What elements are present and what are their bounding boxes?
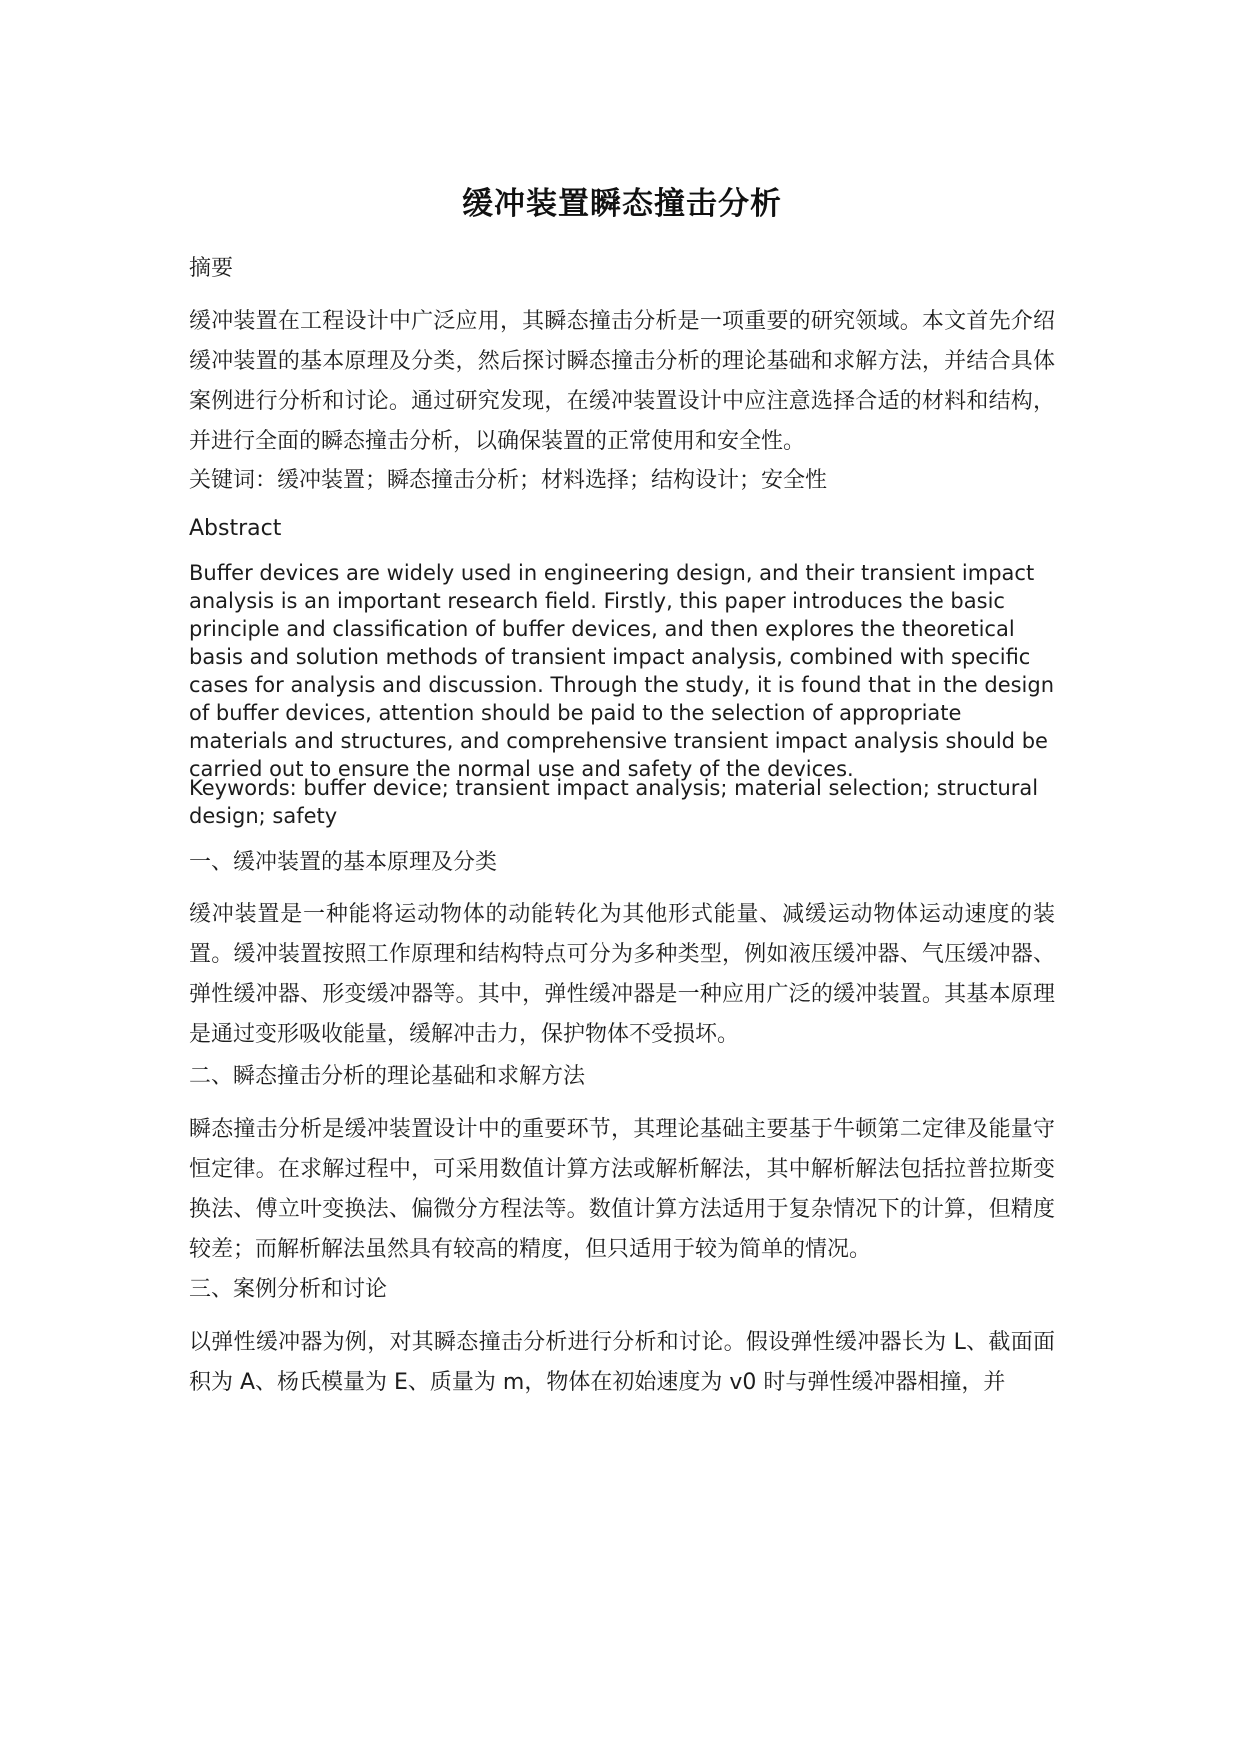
section-heading-1: 一、缓冲装置的基本原理及分类 (189, 850, 498, 875)
section-body-1: 缓冲装置是一种能将运动物体的动能转化为其他形式能量、减缓运动物体运动速度的装置。缓冲装置按照工作原理和结构特点可分为多种类型，例如液压缓冲器、气压缓冲器、弹性缓冲器、形变缓冲器等。其中，弹性缓冲器是一种应用广泛的缓冲装置。其基本原理是通过变形吸收能量，缓解冲击力，保护物体不受损坏。 (189, 902, 1055, 1047)
section-heading-3: 三、案例分析和讨论 (189, 1277, 388, 1302)
abstract-body-zh: 缓冲装置在工程设计中广泛应用，其瞬态撞击分析是一项重要的研究领域。本文首先介绍缓冲装置的基本原理及分类，然后探讨瞬态撞击分析的理论基础和求解方法，并结合具体案例进行分析和讨论。通过研究发现，在缓冲装置设计中应注意选择合适的材料和结构，并进行全面的瞬态撞击分析，以确保装置的正常使用和安全性。 (189, 309, 1055, 454)
section-body-2: 瞬态撞击分析是缓冲装置设计中的重要环节，其理论基础主要基于牛顿第二定律及能量守恒定律。在求解过程中，可采用数值计算方法或解析解法，其中解析解法包括拉普拉斯变换法、傅立叶变换法、偏微分方程法等。数值计算方法适用于复杂情况下的计算，但精度较差；而解析解法虽然具有较高的精度，但只适用于较为简单的情况。 (189, 1117, 1055, 1262)
keywords-zh: 关键词：缓冲装置；瞬态撞击分析；材料选择；结构设计；安全性 (189, 468, 828, 493)
section-heading-2: 二、瞬态撞击分析的理论基础和求解方法 (189, 1064, 586, 1089)
abstract-heading-zh: 摘要 (189, 256, 234, 281)
abstract-body-en: Buffer devices are widely used in engineering design, and their transient impact analysis is an important research field. Firstly, this paper introduces the basic principle and classification of buffer devices, and then explores the theoretical basis and solution methods of transient impact analysis, combined with specific cases for analysis and discussion. Through the study, it is found that in the design of buffer devices, attention should be paid to the selection of appropriate materials and structures, and comprehensive transient impact analysis should be carried out to ensure the normal use and safety of the devices. (189, 561, 1055, 781)
abstract-heading-en: Abstract (189, 516, 282, 541)
keywords-en: Keywords: buffer device; transient impact analysis; material selection; structural design; safety (189, 776, 1039, 828)
section-body-3: 以弹性缓冲器为例，对其瞬态撞击分析进行分析和讨论。假设弹性缓冲器长为 L、截面面积为 A、杨氏模量为 E、质量为 m，物体在初始速度为 v0 时与弹性缓冲器相撞，并 (189, 1330, 1055, 1395)
document-title: 缓冲装置瞬态撞击分析 (462, 186, 782, 222)
